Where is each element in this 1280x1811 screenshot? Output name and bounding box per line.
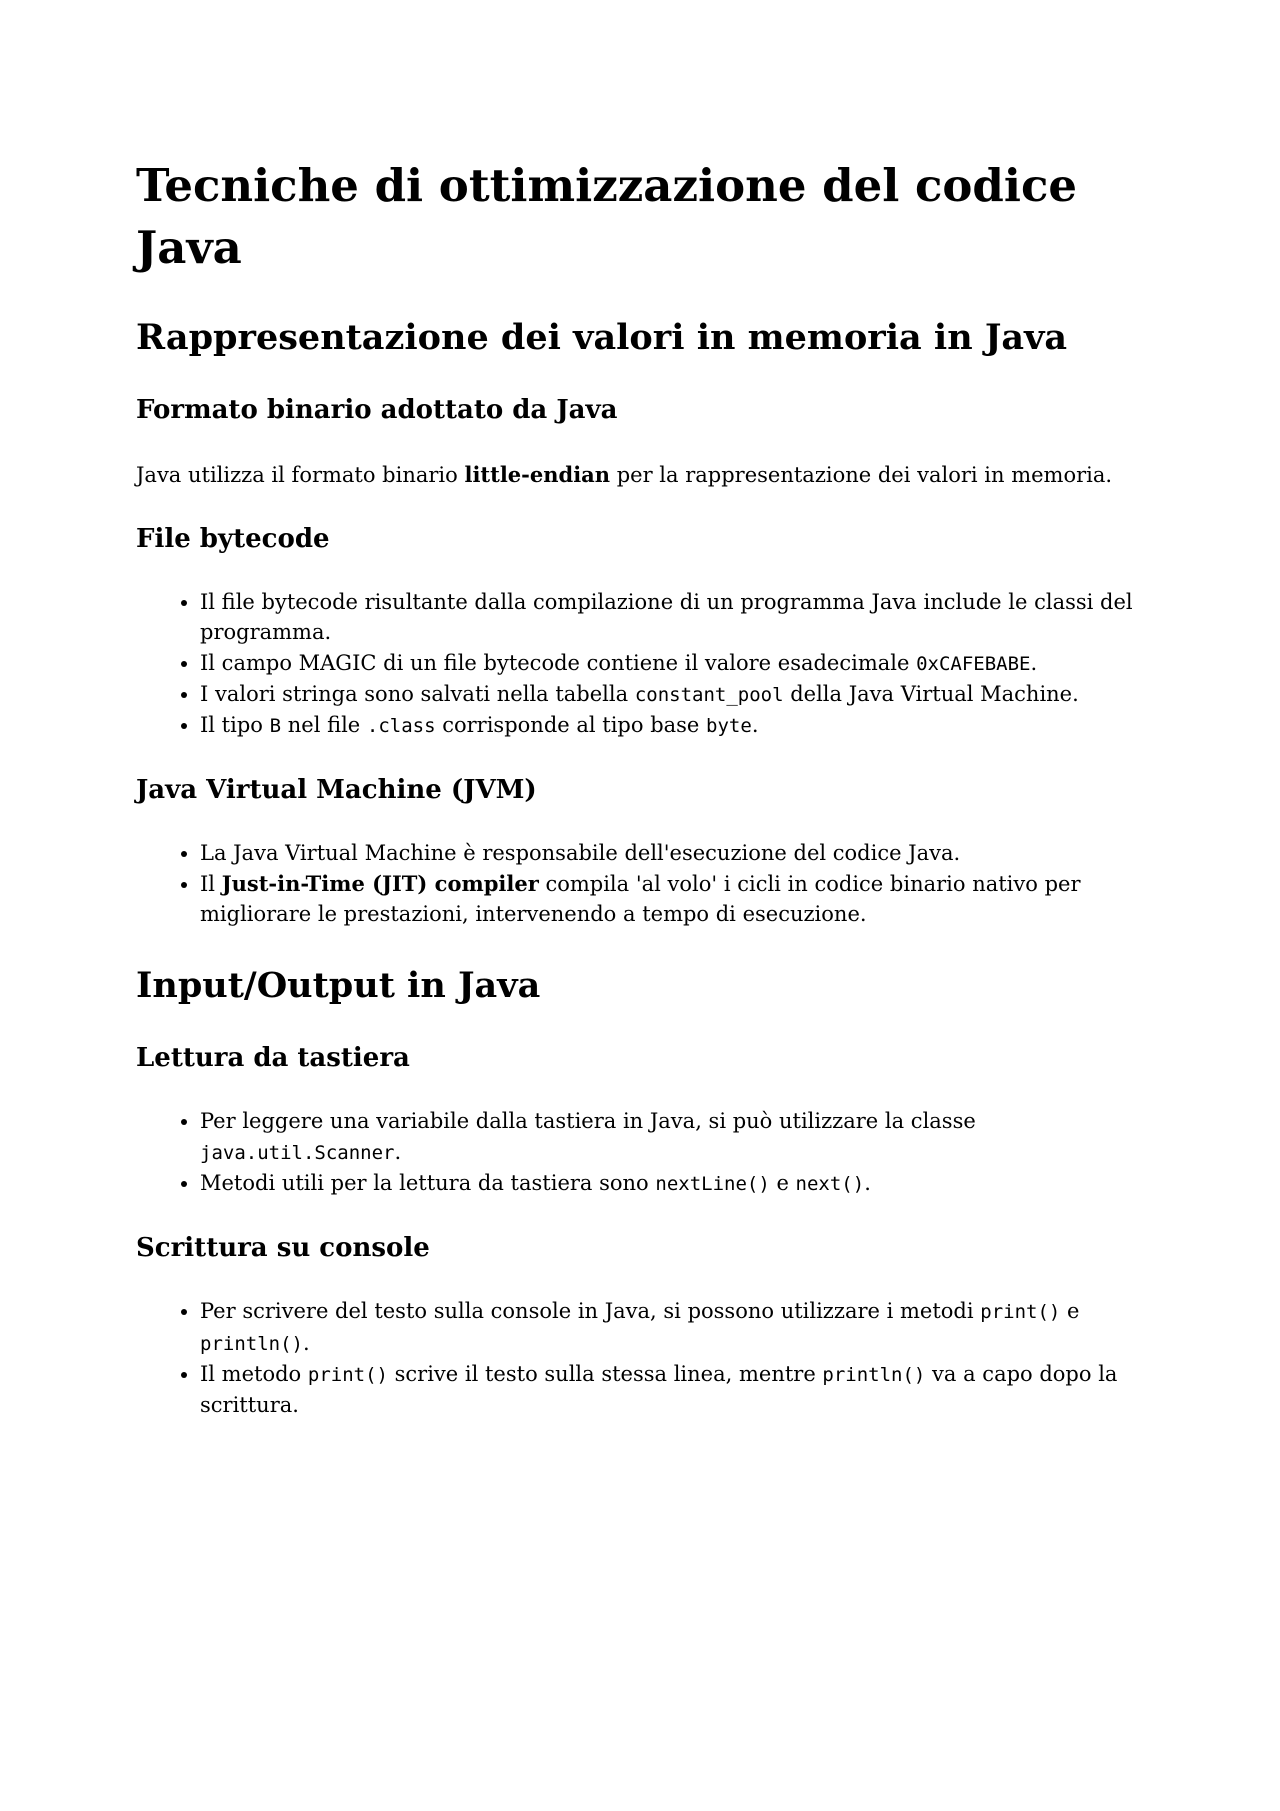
inline-code: print()	[307, 1363, 388, 1386]
text-span: e	[769, 1170, 796, 1195]
list-item	[200, 838, 1148, 868]
inline-code: print()	[980, 1301, 1061, 1324]
text-span: La Java Virtual Machine è responsabile dell'esecuzione del codice Java.	[200, 841, 961, 866]
text-span: Il tipo	[200, 713, 270, 738]
text-span: compila 'al volo' i cicli in codice binario nativo per migliorare le prestazioni, intervenendo a tempo di esecuzione.	[200, 871, 1081, 927]
text-span: .	[1030, 650, 1038, 675]
inline-code: java.util.Scanner	[200, 1141, 395, 1164]
bold-text: Just-in-Time (JIT) compiler	[221, 870, 539, 896]
list-item	[200, 1296, 1148, 1359]
list-item	[200, 1168, 1148, 1199]
text-span: corrisponde al tipo base	[435, 713, 707, 738]
inline-code: B	[269, 715, 282, 738]
bullet-list	[136, 1106, 1148, 1199]
list-item	[200, 648, 1148, 679]
inline-code: 0xCAFEBABE	[916, 652, 1031, 675]
list-item	[200, 587, 1148, 648]
bold-text: little-endian	[464, 462, 611, 487]
section-heading: Rappresentazione dei valori in memoria in Java	[136, 317, 1068, 358]
text-span: I valori stringa sono salvati nella tabella	[200, 681, 635, 706]
bullet-list	[136, 838, 1148, 929]
text-span: Metodi utili per la lettura da tastiera sono	[200, 1170, 656, 1195]
subsection-heading: Formato binario adottato da Java	[136, 395, 618, 425]
subsection-heading: Scrittura su console	[136, 1233, 430, 1264]
text-span: Java utilizza il formato binario	[136, 463, 465, 487]
list-item	[200, 710, 1148, 741]
text-span: Per scrivere del testo sulla console in Java, si possono utilizzare i metodi	[200, 1299, 981, 1324]
inline-code: nextLine()	[655, 1172, 770, 1195]
subsection-heading: Java Virtual Machine (JVM)	[136, 775, 537, 806]
text-span: Il campo MAGIC di un file bytecode contiene il valore esadecimale	[200, 650, 917, 675]
text-span: Per leggere una variabile dalla tastiera in Java, si può utilizzare la classe	[200, 1109, 976, 1134]
inline-code: println()	[200, 1332, 303, 1355]
bullet-list	[136, 587, 1148, 741]
inline-code: println()	[822, 1363, 926, 1386]
text-span: nel file	[281, 713, 367, 738]
text-span: scrive il testo sulla stessa linea, mentre	[387, 1361, 823, 1386]
inline-code: next()	[795, 1172, 865, 1195]
list-item	[200, 869, 1148, 930]
inline-code: constant_pool	[634, 683, 784, 706]
subsection-heading: Lettura da tastiera	[136, 1043, 410, 1074]
text-span: e	[1060, 1299, 1080, 1324]
document-body	[136, 155, 1148, 1420]
inline-code: byte	[706, 715, 752, 738]
text-span: Il file bytecode risultante dalla compilazione di un programma Java include le classi del programma.	[200, 590, 1133, 645]
list-item	[200, 1106, 1148, 1168]
text-span: Il metodo	[200, 1361, 308, 1386]
inline-code: .class	[366, 715, 436, 738]
text-span: va a capo dopo la scrittura.	[200, 1361, 1118, 1418]
text-span: della Java Virtual Machine.	[783, 681, 1079, 706]
bullet-list	[136, 1296, 1148, 1420]
text-span: .	[864, 1170, 871, 1195]
list-item	[200, 679, 1148, 710]
subsection-heading: File bytecode	[136, 524, 330, 554]
text-span: .	[751, 713, 759, 738]
page-title: Tecniche di ottimizzazione del codice Java	[136, 159, 1078, 274]
paragraph	[136, 460, 1148, 490]
text-span: per la rappresentazione dei valori in memoria.	[610, 463, 1113, 487]
text-span: .	[302, 1330, 310, 1355]
text-span: Il	[200, 871, 222, 896]
text-span: .	[394, 1139, 402, 1164]
section-heading: Input/Output in Java	[136, 965, 541, 1007]
list-item	[200, 1359, 1148, 1421]
